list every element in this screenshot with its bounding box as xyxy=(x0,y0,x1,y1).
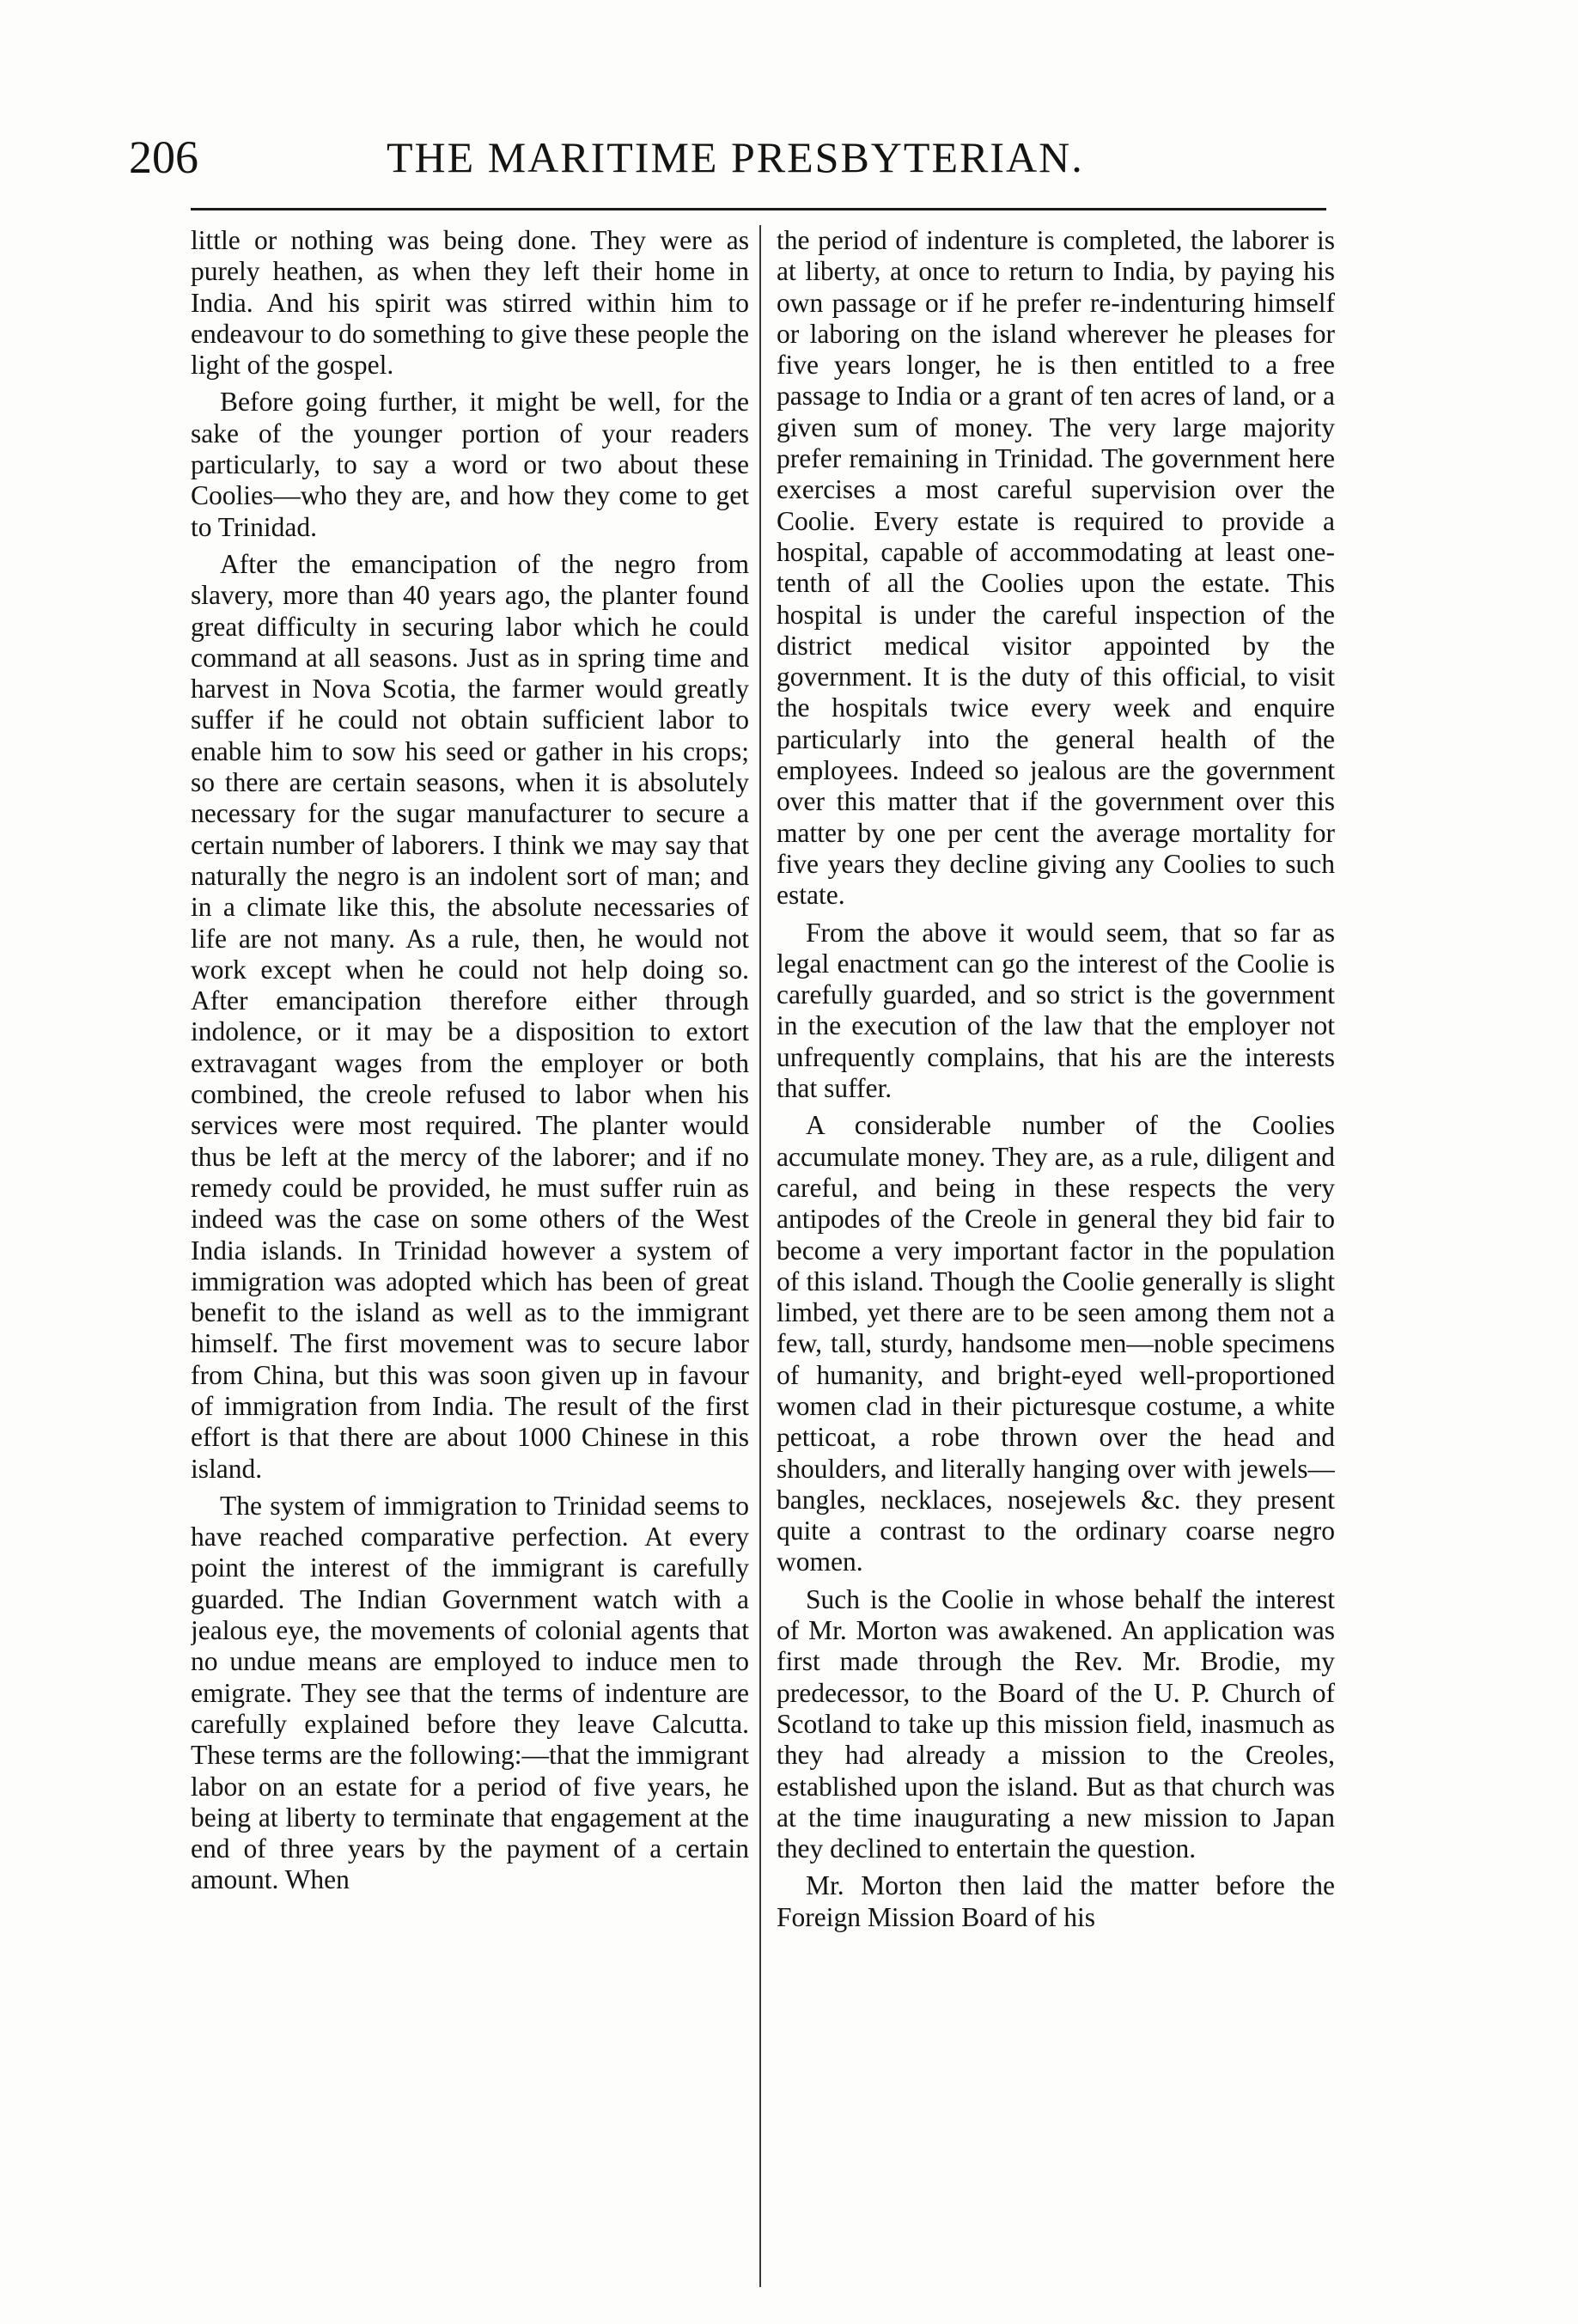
left-paragraph-1: little or nothing was being done. They were as purely heathen, as when they left their home in India. And his spirit was stirred within him to endeavour to do something to give these people the light of the gospel. xyxy=(191,225,749,381)
right-paragraph-5: Mr. Morton then laid the matter before the Foreign Mission Board of his xyxy=(777,1870,1335,1932)
left-paragraph-3: After the emancipation of the negro from slavery, more than 40 years ago, the planter found great difficulty in securing labor which he could command at all seasons. Just as in spring time and harvest in Nova Scotia, the farmer would greatly suffer if he could not obtain sufficient labor to enable him to sow his seed or gather in his crops; so there are certain seasons, when it is absolutely necessary for the sugar manufacturer to secure a certain number of laborers. I think we may say that naturally the negro is an indolent sort of man; and in a climate like this, the absolute necessaries of life are not many. As a rule, then, he would not work except when he could not help doing so. After emancipation therefore either through indolence, or it may be a disposition to extort extravagant wages from the employer or both combined, the creole refused to labor when his services were most required. The planter would thus be left at the mercy of the laborer; and if no remedy could be provided, he must suffer ruin as indeed was the case on some others of the West India islands. In Trinidad however a system of immigration was adopted which has been of great benefit to the island as well as to the immigrant himself. The first movement was to secure labor from China, but this was soon given up in favour of immigration from India. The result of the first effort is that there are about 1000 Chinese in this island. xyxy=(191,548,749,1484)
left-column xyxy=(191,225,749,2287)
right-paragraph-2: From the above it would seem, that so far as legal enactment can go the interest of the Coolie is carefully guarded, and so strict is the government in the execution of the law that the employer not unfrequently complains, that his are the interests that suffer. xyxy=(777,917,1335,1104)
journal-title: THE MARITIME PRESBYTERIAN. xyxy=(387,133,1084,181)
page-number: 206 xyxy=(129,131,198,183)
right-paragraph-3: A considerable number of the Coolies accumulate money. They are, as a rule, diligent and careful, and being in these respects the very antipodes of the Creole in general they bid fair to become a very important factor in the population of this island. Though the Coolie generally is slight limbed, yet there are to be seen among them not a few, tall, sturdy, handsome men—noble specimens of humanity, and bright-eyed well-proportioned women clad in their picturesque costume, a white petticoat, a robe thrown over the head and shoulders, and literally hanging over with jewels—bangles, necklaces, nosejewels &c. they present quite a contrast to the ordinary coarse negro women. xyxy=(777,1110,1335,1577)
header-rule xyxy=(191,208,1326,210)
left-paragraph-4: The system of immigration to Trinidad seems to have reached comparative perfection. At every point the interest of the immigrant is carefully guarded. The Indian Government watch with a jealous eye, the movements of colonial agents that no undue means are employed to induce men to emigrate. They see that the terms of indenture are carefully explained before they leave Calcutta. These terms are the following:—that the immigrant labor on an estate for a period of five years, he being at liberty to terminate that engagement at the end of three years by the payment of a certain amount. When xyxy=(191,1490,749,1895)
right-paragraph-1: the period of indenture is completed, the laborer is at liberty, at once to return to India, by paying his own passage or if he prefer re-indenturing himself or laboring on the island wherever he pleases for five years longer, he is then entitled to a free passage to India or a grant of ten acres of land, or a given sum of money. The very large majority prefer remaining in Trinidad. The government here exercises a most careful supervision over the Coolie. Every estate is required to provide a hospital, capable of accommodating at least one-tenth of all the Coolies upon the estate. This hospital is under the careful inspection of the district medical visitor appointed by the government. It is the duty of this official, to visit the hospitals twice every week and enquire particularly into the general health of the employees. Indeed so jealous are the government over this matter that if the government over this matter by one per cent the average mortality for five years they decline giving any Coolies to such estate. xyxy=(777,225,1335,911)
right-column xyxy=(777,225,1335,2287)
column-divider xyxy=(759,225,761,2287)
left-paragraph-2: Before going further, it might be well, for the sake of the younger portion of your readers particularly, to say a word or two about these Coolies—who they are, and how they come to get to Trinidad. xyxy=(191,387,749,542)
right-paragraph-4: Such is the Coolie in whose behalf the interest of Mr. Morton was awakened. An application was first made through the Rev. Mr. Brodie, my predecessor, to the Board of the U. P. Church of Scotland to take up this mission field, inasmuch as they had already a mission to the Creoles, established upon the island. But as that church was at the time inaugurating a new mission to Japan they declined to entertain the question. xyxy=(777,1583,1335,1864)
running-head xyxy=(129,127,1331,187)
